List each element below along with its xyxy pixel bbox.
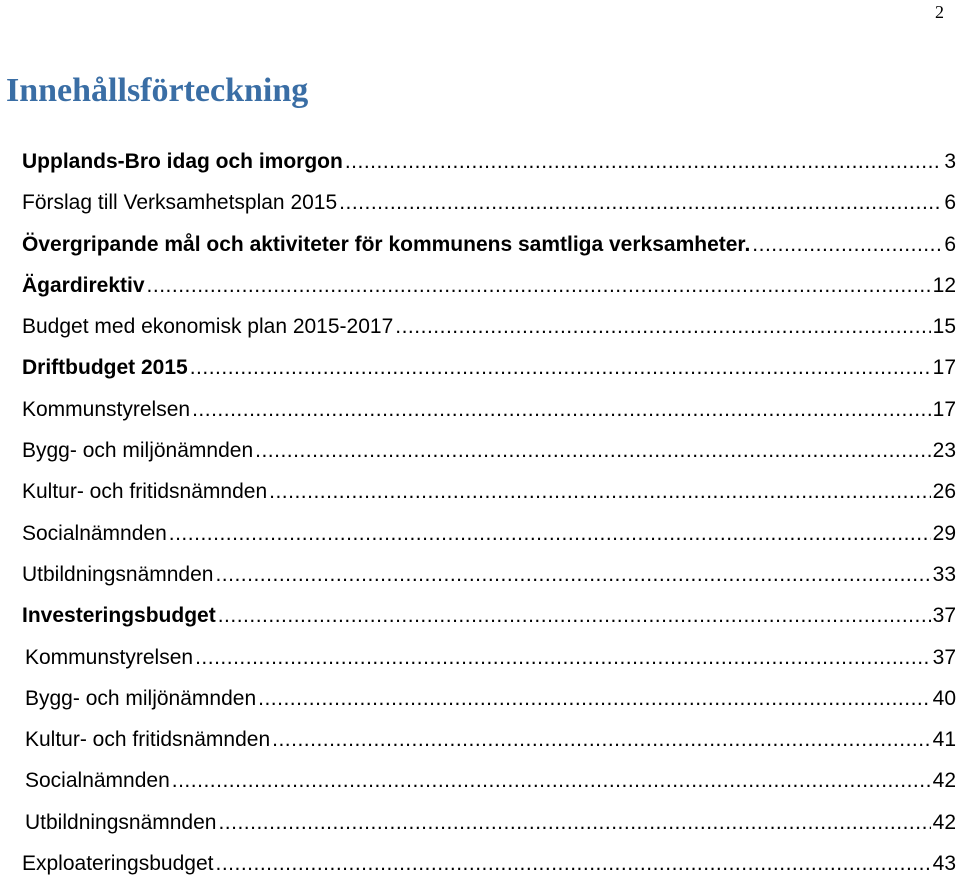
- toc-entry-page-number: 15: [932, 315, 956, 339]
- toc-title: Innehållsförteckning: [6, 72, 309, 109]
- toc-entry-label: Kommunstyrelsen: [25, 645, 194, 669]
- toc-dot-leader: [190, 347, 931, 388]
- toc-list: [0, 141, 960, 884]
- toc-entry[interactable]: [0, 471, 960, 512]
- toc-entry[interactable]: [0, 182, 960, 223]
- toc-dot-leader: [218, 802, 930, 843]
- toc-dot-leader: [215, 554, 930, 595]
- toc-entry-label: Ägardirektiv: [22, 273, 145, 297]
- toc-dot-leader: [272, 719, 931, 760]
- toc-entry[interactable]: [0, 843, 960, 884]
- toc-dot-leader: [215, 843, 930, 884]
- toc-dot-leader: [195, 637, 931, 678]
- toc-entry[interactable]: [0, 760, 960, 801]
- toc-entry-label: Investeringsbudget: [22, 604, 216, 628]
- toc-entry-page-number: 41: [932, 728, 956, 752]
- toc-entry[interactable]: [0, 430, 960, 471]
- toc-entry-label: Upplands-Bro idag och imorgon: [22, 150, 343, 173]
- toc-entry-page-number: 6: [944, 232, 956, 256]
- toc-entry-label: Kultur- och fritidsnämnden: [25, 728, 271, 752]
- toc-entry-page-number: 37: [932, 604, 956, 628]
- toc-entry[interactable]: [0, 347, 960, 388]
- toc-entry-label: Utbildningsnämnden: [25, 810, 217, 834]
- toc-entry[interactable]: [0, 554, 960, 595]
- toc-entry-page-number: 17: [932, 397, 956, 421]
- toc-entry-page-number: 43: [932, 852, 956, 876]
- toc-entry-page-number: 37: [932, 645, 956, 669]
- toc-entry-page-number: 17: [932, 356, 956, 380]
- toc-entry-label: Exploateringsbudget: [22, 852, 214, 876]
- toc-entry-label: Budget med ekonomisk plan 2015-2017: [22, 315, 394, 339]
- toc-dot-leader: [258, 678, 931, 719]
- toc-entry-label: Utbildningsnämnden: [22, 562, 214, 586]
- toc-entry[interactable]: [0, 141, 960, 182]
- toc-entry[interactable]: [0, 389, 960, 430]
- toc-entry[interactable]: [0, 678, 960, 719]
- toc-dot-leader: [192, 389, 931, 430]
- toc-entry-label: Kultur- och fritidsnämnden: [22, 480, 268, 504]
- toc-entry-label: Driftbudget 2015: [22, 356, 188, 380]
- toc-entry-label: Bygg- och miljönämnden: [25, 686, 257, 710]
- toc-entry-page-number: 29: [932, 521, 956, 545]
- toc-entry-label: Övergripande mål och aktiviteter för kommunens samtliga verksamheter.: [22, 232, 751, 256]
- toc-dot-leader: [255, 430, 931, 471]
- toc-entry-page-number: 6: [944, 191, 956, 215]
- toc-entry[interactable]: [0, 265, 960, 306]
- toc-entry[interactable]: [0, 637, 960, 678]
- toc-dot-leader: [169, 513, 931, 554]
- toc-entry[interactable]: [0, 306, 960, 347]
- toc-entry[interactable]: [0, 224, 960, 265]
- toc-dot-leader: [218, 595, 931, 636]
- toc-dot-leader: [269, 471, 931, 512]
- page-number: 2: [935, 2, 944, 22]
- toc-entry-page-number: 42: [932, 810, 956, 834]
- toc-dot-leader: [345, 141, 942, 182]
- toc-entry-label: Socialnämnden: [22, 521, 167, 545]
- toc-entry[interactable]: [0, 719, 960, 760]
- toc-dot-leader: [752, 224, 942, 265]
- toc-entry-label: Förslag till Verksamhetsplan 2015: [22, 191, 338, 215]
- toc-entry-page-number: 26: [932, 480, 956, 504]
- toc-entry[interactable]: [0, 595, 960, 636]
- toc-entry[interactable]: [0, 802, 960, 843]
- toc-entry-label: Kommunstyrelsen: [22, 397, 191, 421]
- toc-entry[interactable]: [0, 513, 960, 554]
- toc-entry-page-number: 33: [932, 562, 956, 586]
- toc-entry-label: Bygg- och miljönämnden: [22, 439, 254, 463]
- toc-entry-page-number: 40: [932, 686, 956, 710]
- toc-dot-leader: [339, 182, 942, 223]
- toc-entry-page-number: 3: [944, 150, 956, 173]
- toc-entry-page-number: 42: [932, 769, 956, 793]
- toc-entry-page-number: 12: [932, 273, 956, 297]
- toc-entry-page-number: 23: [932, 439, 956, 463]
- toc-entry-label: Socialnämnden: [25, 769, 170, 793]
- toc-dot-leader: [147, 265, 931, 306]
- toc-dot-leader: [395, 306, 930, 347]
- toc-dot-leader: [172, 760, 931, 801]
